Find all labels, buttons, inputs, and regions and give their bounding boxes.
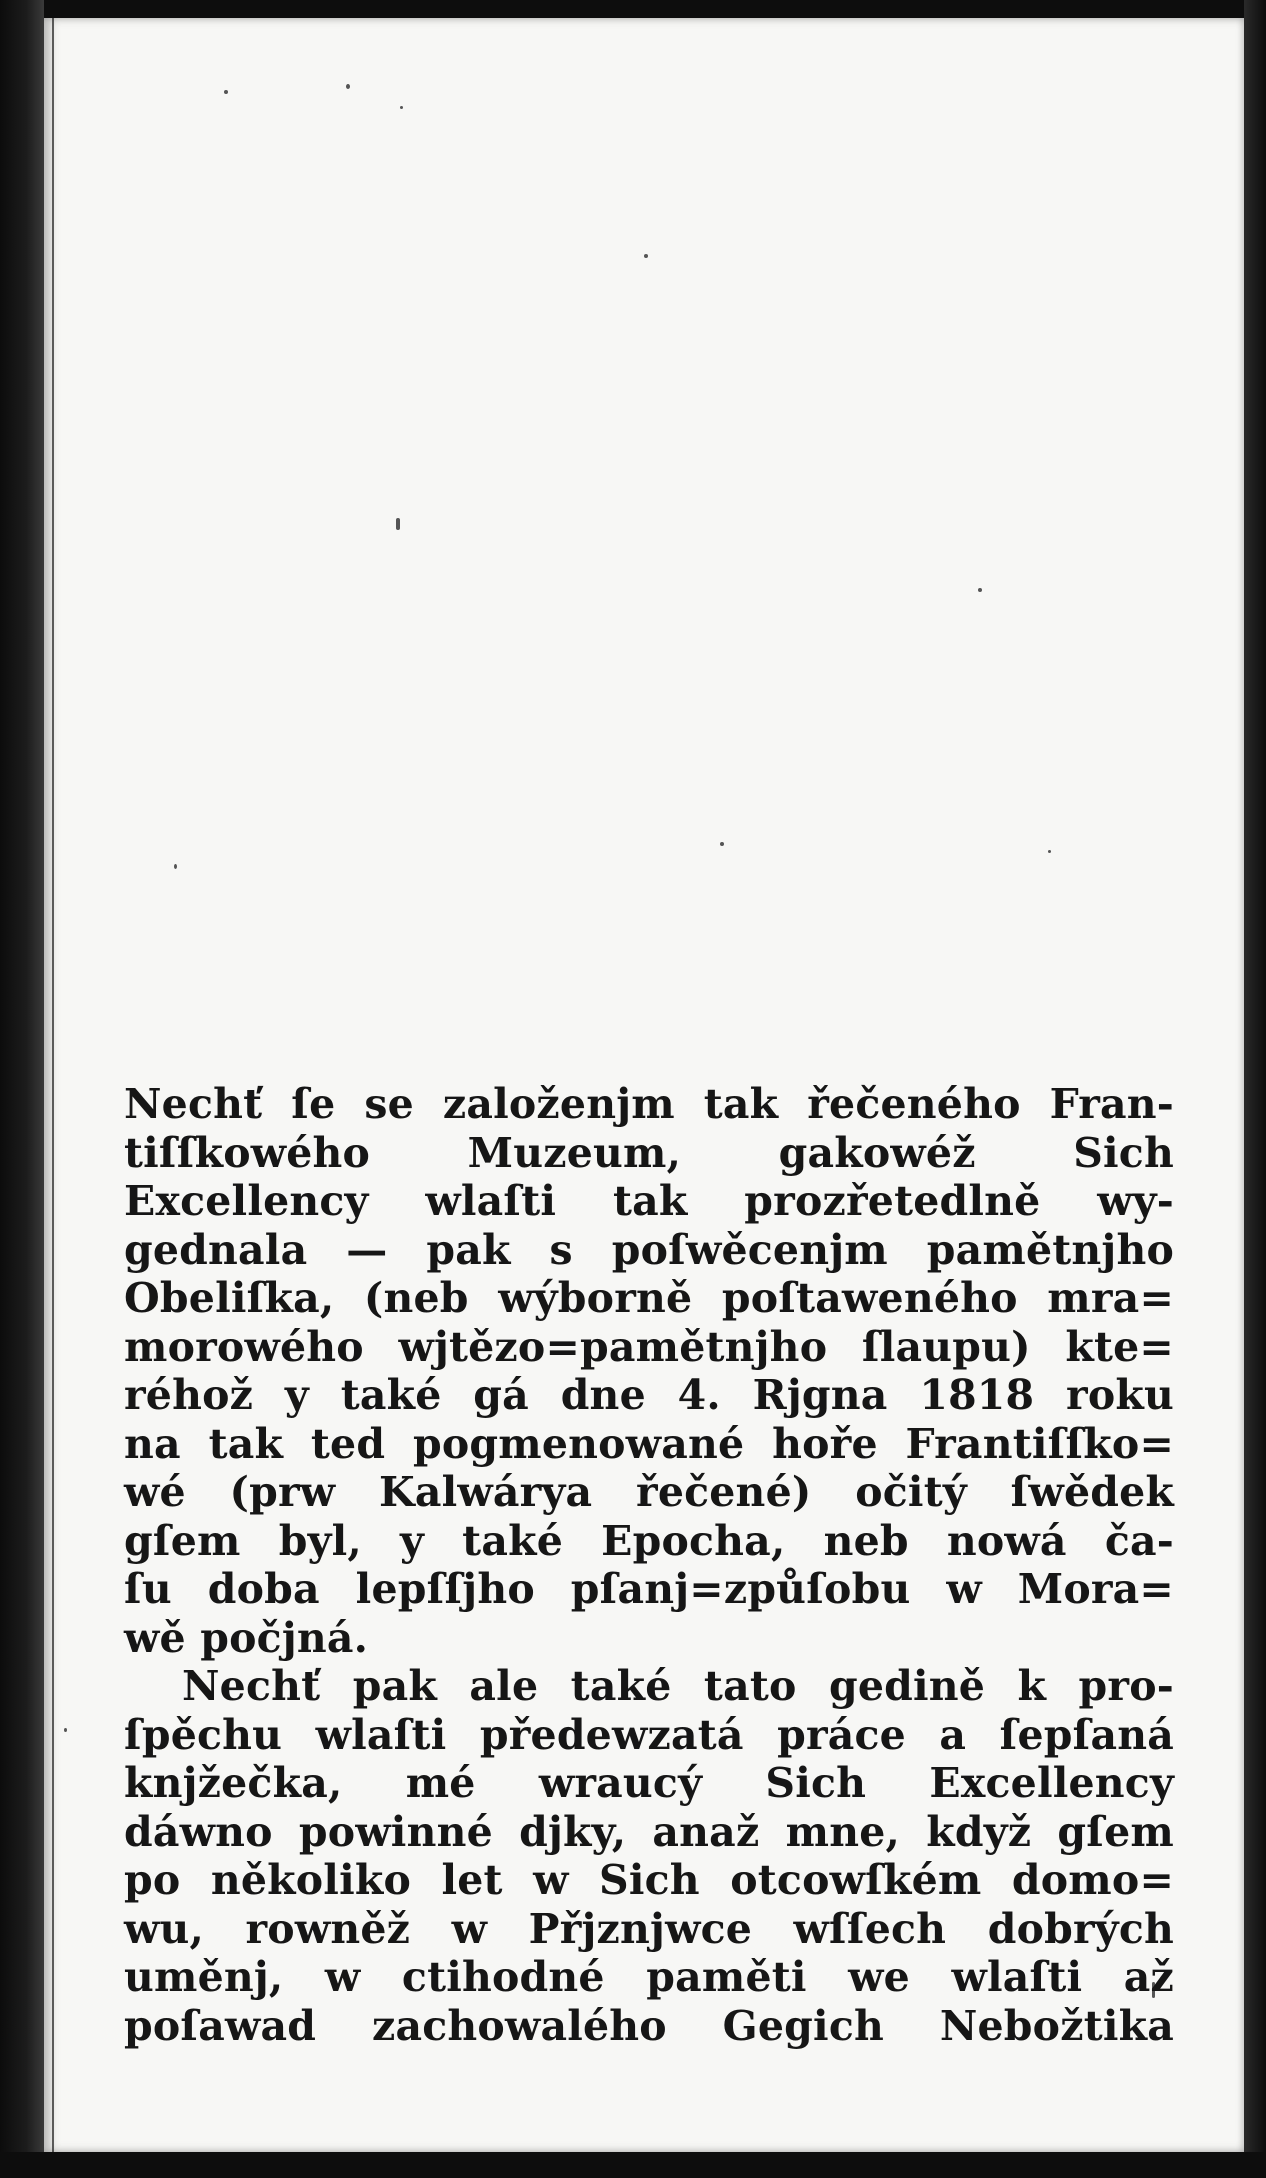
scan-right-border — [1244, 0, 1266, 2178]
text-line: dáwno powinné djky, anaž mne, když gſem — [124, 1807, 1174, 1856]
text-line: Excellency wlaſti tak prozřetedlně wy- — [124, 1177, 1174, 1225]
text-line: poſawad zachowalého Gegich Nebožtika — [124, 2001, 1174, 2050]
text-line: po několiko let w Sich otcowſkém domo= — [124, 1856, 1174, 1904]
text-line: morowého wjtězo=pamětnjho ſlaupu) kte= — [124, 1322, 1174, 1371]
paper-speck — [978, 588, 982, 592]
paper-speck — [644, 254, 648, 258]
text-line: Obeliſka, (neb wýborně poſtaweného mra= — [124, 1274, 1174, 1322]
text-line: gednala — pak s poſwěcenjm pamětnjho — [124, 1225, 1174, 1274]
text-line: wé (prw Kalwárya řečené) očitý ſwědek — [124, 1468, 1174, 1516]
page-text — [124, 1080, 1184, 2050]
text-line: knjžečka, mé wraucý Sich Excellency — [124, 1759, 1174, 1807]
text-line: tiſſkowého Muzeum, gakowéž Sich — [124, 1128, 1174, 1177]
text-line: ſu doba lepſſjho pſanj=způſobu w Mora= — [124, 1565, 1174, 1613]
paper-speck — [174, 864, 177, 869]
page-gutter-line — [52, 18, 54, 2152]
paper-speck — [64, 1728, 67, 1732]
scan-top-border — [0, 0, 1266, 18]
book-page — [44, 18, 1244, 2152]
paper-speck — [400, 106, 403, 109]
text-line: na tak ted pogmenowané hoře Frantiſſko= — [124, 1419, 1174, 1468]
text-line: uměnj, w ctihodné paměti we wlaſti až — [124, 1953, 1174, 2001]
paper-speck — [1048, 850, 1051, 853]
text-line: Nechť pak ale také tato gedině k pro- — [182, 1662, 1174, 1710]
text-line: réhož y také gá dne 4. Rjgna 1818 roku — [124, 1371, 1174, 1419]
paragraph-2 — [124, 1662, 1184, 2050]
book-spine-edge — [0, 0, 44, 2178]
paragraph-1 — [124, 1080, 1184, 1662]
scan-bottom-border — [0, 2152, 1266, 2178]
paper-speck — [396, 518, 400, 530]
paper-speck — [346, 84, 350, 89]
paper-speck — [224, 90, 228, 94]
paper-speck — [720, 842, 724, 846]
text-line: ſpěchu wlaſti předewzatá práce a ſepſaná — [124, 1710, 1174, 1759]
text-line: wě počjná. — [124, 1613, 369, 1662]
text-line: Nechť ſe se založenjm tak řečeného Fran- — [124, 1080, 1174, 1128]
text-line: wu, rowněž w Přjznjwce wſſech dobrých — [124, 1904, 1174, 1953]
text-line: gſem byl, y také Epocha, neb nowá ča- — [124, 1516, 1174, 1565]
